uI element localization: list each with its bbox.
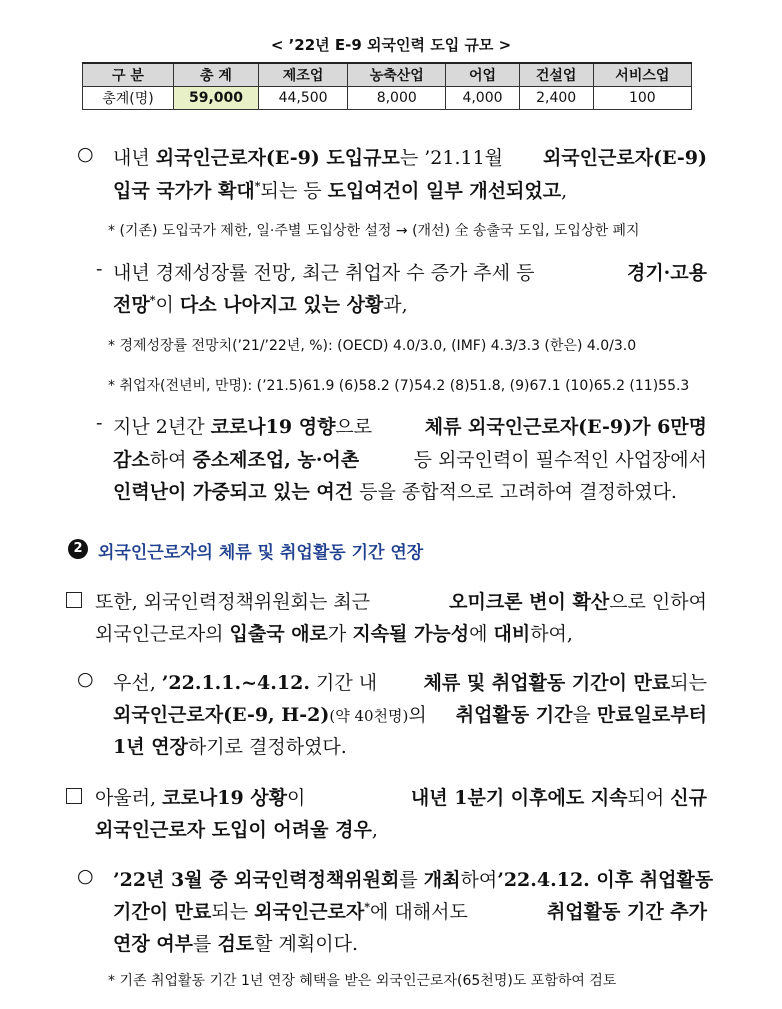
paragraph-line: 전망*이 다소 나아지고 있는 상황과,: [113, 293, 408, 316]
footnote: * 기존 취업활동 기간 1년 연장 혜택을 받은 외국인근로자(65천명)도 포함하여 검토: [108, 973, 617, 989]
paragraph-line: ’22년 3월 중 외국인력정책위원회를 개최하여 ’22.4.12. 이후 취업활동: [113, 869, 714, 891]
fishery-value: 4,000: [446, 87, 519, 110]
table-row: [83, 87, 692, 110]
service-value: 100: [593, 87, 691, 110]
paragraph-line: 아울러, 코로나19 상황이 내년 1분기 이후에도 지속되어 신규: [95, 787, 707, 809]
section-heading: 외국인근로자의 체류 및 취업활동 기간 연장: [98, 543, 424, 563]
agriculture-value: 8,000: [348, 87, 446, 110]
header-construction: 건설업: [519, 63, 593, 87]
bullet-circle: ○: [77, 143, 94, 165]
header-fishery: 어업: [446, 63, 519, 87]
paragraph-line: 외국인근로자의 입출국 애로가 지속될 가능성에 대비하여,: [95, 623, 573, 645]
paragraph-line: 지난 2년간 코로나19 영향으로 체류 외국인근로자(E-9)가 6만명: [113, 416, 707, 438]
paragraph-line: 1년 연장하기로 결정하였다.: [113, 736, 347, 758]
paragraph-line: 기간이 만료되는 외국인근로자*에 대해서도 취업활동 기간 추가: [113, 900, 707, 923]
paragraph-line: 감소하여 중소제조업, 농·어촌 등 외국인력이 필수적인 사업장에서: [113, 449, 707, 471]
footnote: * (기존) 도입국가 제한, 일·주별 도입상한 설정 → (개선) 全 송출국 도입, 도입상한 폐지: [108, 223, 640, 239]
footnote: * 취업자(전년비, 만명): (’21.5)61.9 (6)58.2 (7)54.2 (8)51.8, (9)67.1 (10)65.2 (11)55.3: [108, 378, 690, 394]
bullet-circle: ○: [77, 668, 94, 690]
table-header-row: [83, 63, 692, 87]
header-agriculture: 농축산업: [348, 63, 446, 87]
header-category: 구 분: [83, 63, 174, 87]
import-scale-table: [82, 62, 692, 110]
total-value: 59,000: [174, 87, 259, 110]
row-label: 총계(명): [83, 87, 174, 110]
bullet-circle: ○: [77, 865, 94, 887]
paragraph-line: 외국인근로자(E-9, H-2)(약 40천명)의 취업활동 기간을 만료일로부터: [113, 704, 707, 726]
construction-value: 2,400: [519, 87, 593, 110]
paragraph-line: 외국인근로자 도입이 어려울 경우,: [95, 819, 378, 841]
paragraph-line: 인력난이 가중되고 있는 여건 등을 종합적으로 고려하여 결정하였다.: [113, 481, 677, 503]
footnote: * 경제성장률 전망치(’21/’22년, %): (OECD) 4.0/3.0, (IMF) 4.3/3.3 (한은) 4.0/3.0: [108, 338, 637, 354]
section-number-badge: 2: [68, 539, 88, 559]
manufacturing-value: 44,500: [259, 87, 348, 110]
square-bullet: [66, 592, 82, 608]
paragraph-line: 내년 경제성장률 전망, 최근 취업자 수 증가 추세 등 경기·고용: [113, 262, 707, 284]
paragraph-line: 내년 외국인근로자(E-9) 도입규모는 ’21.11월 외국인근로자(E-9): [113, 147, 707, 169]
table-caption: < ’22년 E-9 외국인력 도입 규모 >: [270, 36, 512, 54]
paragraph-line: 또한, 외국인력정책위원회는 최근 오미크론 변이 확산으로 인하여: [95, 591, 707, 613]
header-service: 서비스업: [593, 63, 691, 87]
header-manufacturing: 제조업: [259, 63, 348, 87]
square-bullet: [66, 788, 82, 804]
paragraph-line: 우선, ’22.1.1.~4.12. 기간 내 체류 및 취업활동 기간이 만료되는: [113, 672, 707, 694]
dash-mark: -: [96, 412, 103, 434]
header-total: 총 계: [174, 63, 259, 87]
paragraph-line: 연장 여부를 검토할 계획이다.: [113, 933, 359, 955]
dash-mark: -: [96, 258, 103, 280]
paragraph-line: 입국 국가가 확대*되는 등 도입여건이 일부 개선되었고,: [113, 179, 568, 202]
